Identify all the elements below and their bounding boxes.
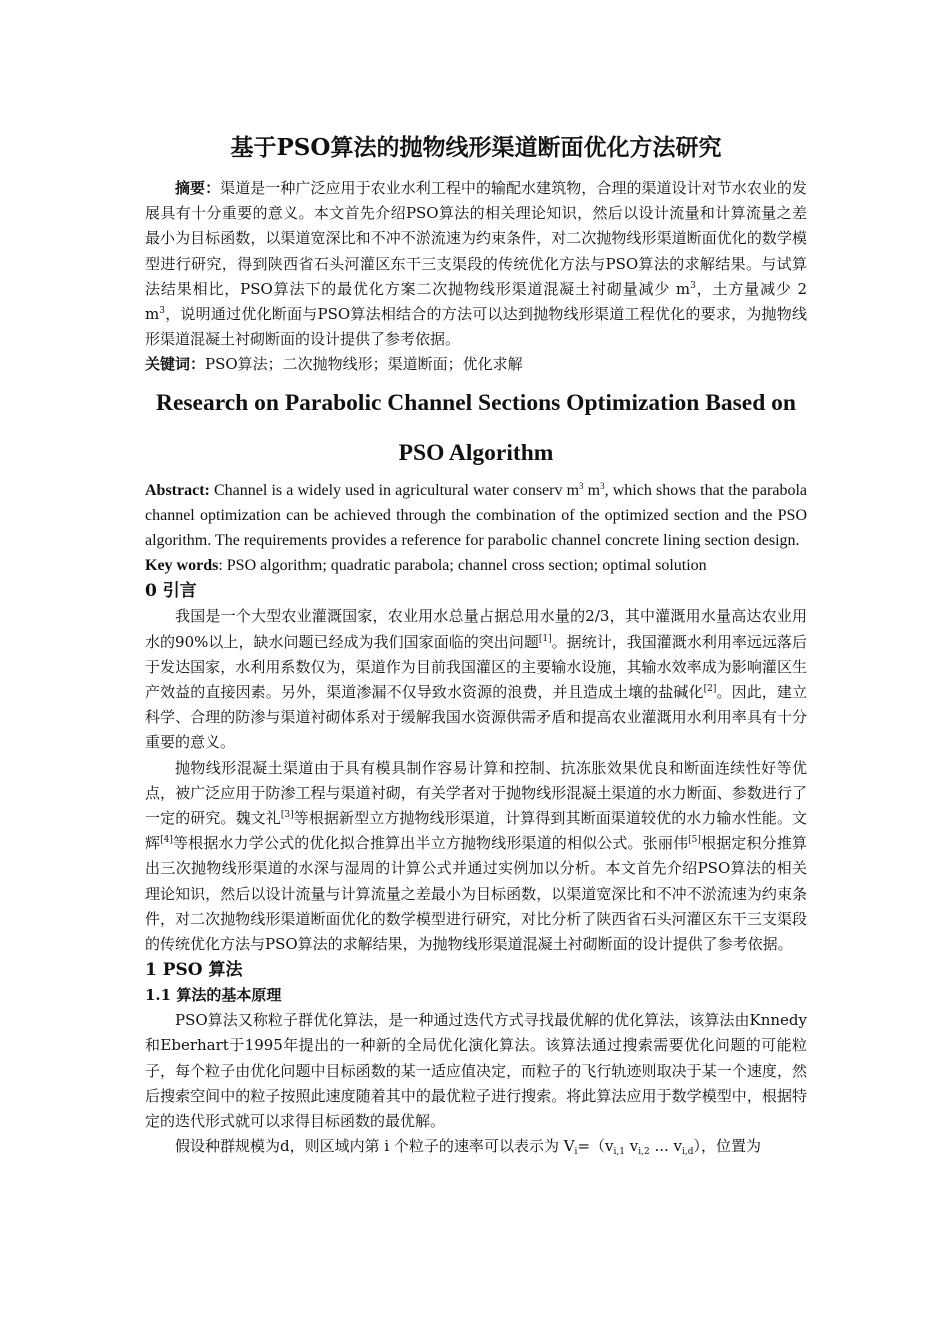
s0p1-text-c: 。因此，建立科学、合理的防渗与渠道衬砌体系对于缓解我国水资源供需矛盾和提高农业灌溉用水利用率具有十分重要的意义。: [145, 683, 807, 752]
s1p2-sub-i: i: [574, 1147, 578, 1158]
abstract-en-sup-a: 3: [579, 480, 584, 491]
citation-5: [5]: [688, 835, 701, 846]
section-1-1-paragraph-2: [145, 1134, 807, 1159]
s1p2-text-d: ... v: [649, 1137, 682, 1156]
chinese-abstract: [145, 176, 807, 352]
s0p2-text-d: 根据定积分推算出三次抛物线形渠道的水深与湿周的计算公式并通过实例加以分析。本文首先介绍PSO算法的相关理论知识，然后以设计流量与计算流量之差最小为目标函数，以渠道宽深比和不冲不淤流速为约束条件，对二次抛物线形渠道断面优化的数学模型进行研究，对比分析了陕西省石头河灌区东干三支渠段的传统优化方法与PSO算法的求解结果，为抛物线形渠道混凝土衬砌断面的设计提供了参考依据。: [145, 834, 807, 954]
citation-1: [1]: [538, 633, 552, 644]
s0p2-text-a: 抛物线形混凝土渠道由于具有模具制作容易计算和控制、抗冻胀效果优良和断面连续性好等优点，被广泛应用于防渗工程与渠道衬砌，有关学者对于抛物线形混凝土渠道的水力断面、参数进行了一定的研究。魏文礼: [145, 758, 807, 828]
abstract-cn-unit1: 3: [690, 280, 696, 291]
keywords-cn-text: PSO算法；二次抛物线形；渠道断面；优化求解: [205, 355, 523, 374]
s1p2-text-a: 假设种群规模为d，则区域内第 i 个粒子的速率可以表示为 V: [175, 1137, 575, 1156]
citation-4: [4]: [160, 835, 173, 846]
abstract-cn-mid: ，土方量减少 2 m: [145, 279, 807, 324]
s1p2-text-c: v: [624, 1137, 639, 1156]
abstract-cn-label: 摘要：: [175, 179, 221, 197]
abstract-en-sup-b: 3: [600, 480, 605, 491]
english-title-line1: Research on Parabolic Channel Sections Optimization Based on: [156, 389, 796, 416]
english-title-line2: PSO Algorithm: [398, 439, 554, 466]
citation-3: [3]: [280, 810, 294, 821]
abstract-en-text-c: , which shows that the parabola channel optimization can be achieved through the combination of the optimized section and the PSO algorithm. The requirements provides a reference for parabolic channel concrete lining section design.: [145, 481, 807, 550]
citation-2: [2]: [703, 684, 717, 695]
keywords-en-text: : PSO algorithm; quadratic parabola; channel cross section; optimal solution: [218, 557, 707, 575]
s1p2-sub-2: i,2: [638, 1147, 650, 1158]
s1p2-text-e: ），位置为: [693, 1137, 762, 1156]
abstract-cn-end: ，说明通过优化断面与PSO算法相结合的方法可以达到抛物线形渠道工程优化的要求，为抛物线形渠道混凝土衬砌断面的设计提供了参考依据。: [145, 305, 807, 349]
english-abstract: [145, 478, 807, 554]
s1p2-sub-1: i,1: [613, 1147, 625, 1158]
chinese-title: 基于PSO算法的抛物线形渠道断面优化方法研究: [230, 134, 722, 161]
paper-page: [145, 130, 807, 1160]
section-1-1-paragraph-1: PSO算法又称粒子群优化算法，是一种通过迭代方式寻找最优解的优化算法，该算法由Knnedy和Eberhart于1995年提出的一种新的全局优化演化算法。该算法通过搜索需要优化问题的可能粒子，每个粒子由优化问题中目标函数的某一适应值决定，而粒子的飞行轨迹则取决于某一个速度，然后搜索空间中的粒子按照此速度随着其中的最优粒子进行搜索。将此算法应用于数学模型中，根据特定的迭代形式就可以求得目标函数的最优解。: [145, 1011, 807, 1131]
keywords-cn-label: 关键词：: [145, 355, 206, 374]
section-0-heading: 0 引言: [145, 581, 197, 602]
section-0-paragraph-2: [145, 756, 807, 958]
english-title: [145, 378, 807, 478]
section-1-heading: 1 PSO 算法: [145, 960, 243, 981]
s0p2-text-c: 等根据水力学公式的优化拟合推算出半立方抛物线形渠道的相似公式。张丽伟: [172, 834, 689, 853]
s0p1-text-b: 。据统计，我国灌溉水利用率远远落后于发达国家，水利用系数仅为，渠道作为目前我国灌区的主要输水设施，其输水效率成为影响灌区生产效益的直接因素。另外，渠道渗漏不仅导致水资源的浪费，并且造成土壤的盐碱化: [145, 632, 807, 702]
s1p2-sub-3: i,d: [682, 1147, 694, 1158]
s0p2-text-b: 等根据新型立方抛物线形渠道，计算得到其断面渠道较优的水力输水性能。文辉: [145, 809, 807, 853]
section-0-paragraph-1: [145, 604, 807, 755]
english-keywords: [145, 553, 807, 578]
abstract-en-text-b: m: [583, 481, 601, 499]
abstract-cn-unit2: 3: [159, 306, 165, 317]
abstract-cn-text: 渠道是一种广泛应用于农业水利工程中的输配水建筑物，合理的渠道设计对节水农业的发展具有十分重要的意义。本文首先介绍PSO算法的相关理论知识，然后以设计流量和计算流量之差最小为目标函数，以渠道宽深比和不冲不淤流速为约束条件，对二次抛物线形渠道断面优化的数学模型进行研究，得到陕西省石头河灌区东干三支渠段的传统优化方法与PSO算法的求解结果。与试算法结果相比，PSO算法下的最优化方案二次抛物线形渠道混凝土衬砌量减少 m: [145, 179, 807, 298]
section-1-1-heading: 1.1 算法的基本原理: [145, 986, 282, 1005]
abstract-en-text-a: Channel is a widely used in agricultural water conserv m: [209, 481, 580, 499]
keywords-en-label: Key words: [145, 557, 219, 575]
s1p2-text-b: =（v: [577, 1137, 614, 1156]
abstract-en-label: Abstract:: [145, 481, 210, 499]
s0p1-text-a: 我国是一个大型农业灌溉国家，农业用水总量占据总用水量的2/3，其中灌溉用水量高达农业用水的90%以上，缺水问题已经成为我们国家面临的突出问题: [145, 607, 807, 651]
chinese-keywords: [145, 352, 807, 377]
